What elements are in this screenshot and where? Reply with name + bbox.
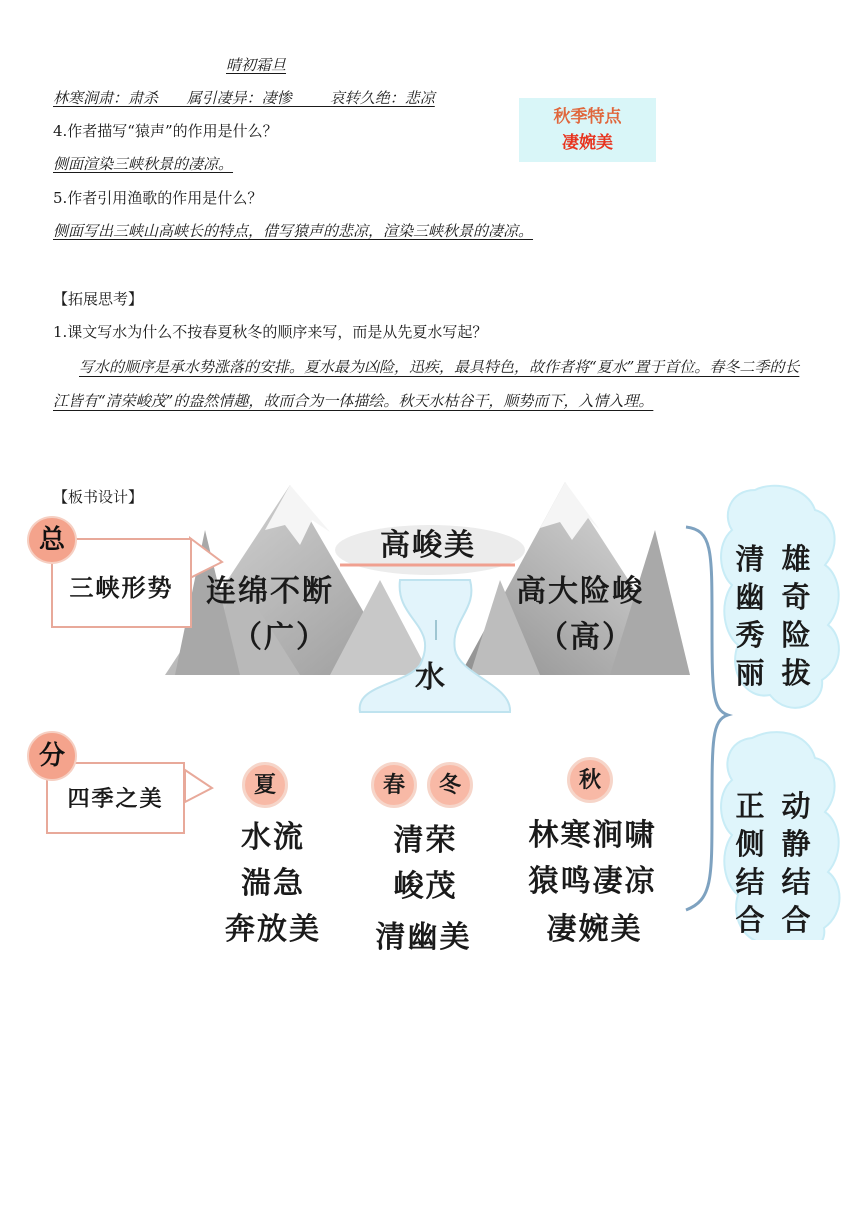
season-summer-badge: 夏 [242, 762, 288, 808]
char: 动 [781, 789, 811, 823]
summer-line-2: 湍急 [241, 866, 305, 901]
cloud1-right-column [779, 540, 813, 692]
springwinter-line-1: 清荣 [393, 823, 458, 858]
board-heading: 【板书设计】 [53, 488, 144, 506]
season-autumn-badge: 秋 [567, 757, 613, 803]
autumn-line-2: 猿鸣凄凉 [528, 864, 657, 899]
shui-text: 水 [415, 660, 447, 695]
char: 清 [735, 542, 765, 576]
autumn-line-1: 林寒涧啸 [528, 818, 657, 853]
springwinter-line-3: 清幽美 [375, 920, 472, 955]
extension-heading: 【拓展思考】 [53, 290, 144, 308]
callout-title: 秋季特点 [553, 107, 622, 127]
char: 奇 [781, 580, 811, 614]
zong-bubble: 总 [27, 516, 77, 564]
char: 秀 [735, 618, 765, 652]
sanxia-label-text: 三峡形势 [69, 573, 174, 602]
char: 丽 [735, 656, 765, 690]
gaojun-title: 高峻美 [380, 528, 476, 563]
extension-answer: 写水的顺序是承水势涨落的安排。夏水最为凶险，迅疾，最具特色，故作者将“夏水”置于首位。春冬二季的长江皆有“清荣峻茂”的盎然情趣，故而合为一体描绘。秋天水枯谷干，顺势而下，入情入理。 [53, 358, 800, 410]
cloud1-left-column [733, 540, 767, 692]
gaoda-text: 高大险峻 [516, 574, 644, 609]
char: 幽 [735, 580, 765, 614]
lianmian-text: 连绵不断 [206, 574, 334, 609]
springwinter-line-2: 峻茂 [393, 869, 458, 904]
answer-line-qingchu: 晴初霜旦 [226, 56, 287, 74]
summer-line-1: 水流 [241, 820, 305, 855]
fen-bubble: 分 [27, 731, 77, 781]
char: 结 [781, 865, 811, 899]
char: 静 [781, 827, 811, 861]
char: 正 [735, 789, 765, 823]
cloud2-right-column [779, 787, 813, 939]
cloud2-left-column [733, 787, 767, 939]
char: 合 [781, 903, 811, 937]
summer-line-3: 奔放美 [225, 912, 321, 947]
answer-4: 侧面渲染三峡秋景的凄凉。 [53, 155, 234, 173]
season-winter-badge: 冬 [427, 762, 473, 808]
season-spring-badge: 春 [371, 762, 417, 808]
question-5: 5.作者引用渔歌的作用是什么？ [53, 189, 263, 207]
autumn-line-3: 凄婉美 [546, 912, 643, 947]
char: 险 [781, 618, 811, 652]
char: 雄 [781, 542, 811, 576]
bracket-line [686, 527, 728, 910]
question-4: 4.作者描写“猿声”的作用是什么？ [53, 122, 278, 140]
char: 结 [735, 865, 765, 899]
guang-text: （广） [232, 620, 328, 655]
char: 侧 [735, 827, 765, 861]
char: 合 [735, 903, 765, 937]
callout-value: 凄婉美 [562, 133, 613, 153]
autumn-feature-callout [519, 98, 656, 162]
answer-5: 侧面写出三峡山高峡长的特点，借写猿声的悲凉，渲染三峡秋景的凄凉。 [53, 222, 534, 240]
gao-text: （高） [538, 620, 634, 655]
answer-line-adjectives: 林寒涧肃：肃杀 属引凄异：凄惨 哀转久绝：悲凉 [53, 89, 435, 107]
siji-label-text: 四季之美 [67, 786, 164, 812]
char: 拔 [781, 656, 811, 690]
extension-question-1: 1.课文写水为什么不按春夏秋冬的顺序来写，而是从先夏水写起？ [53, 323, 488, 341]
